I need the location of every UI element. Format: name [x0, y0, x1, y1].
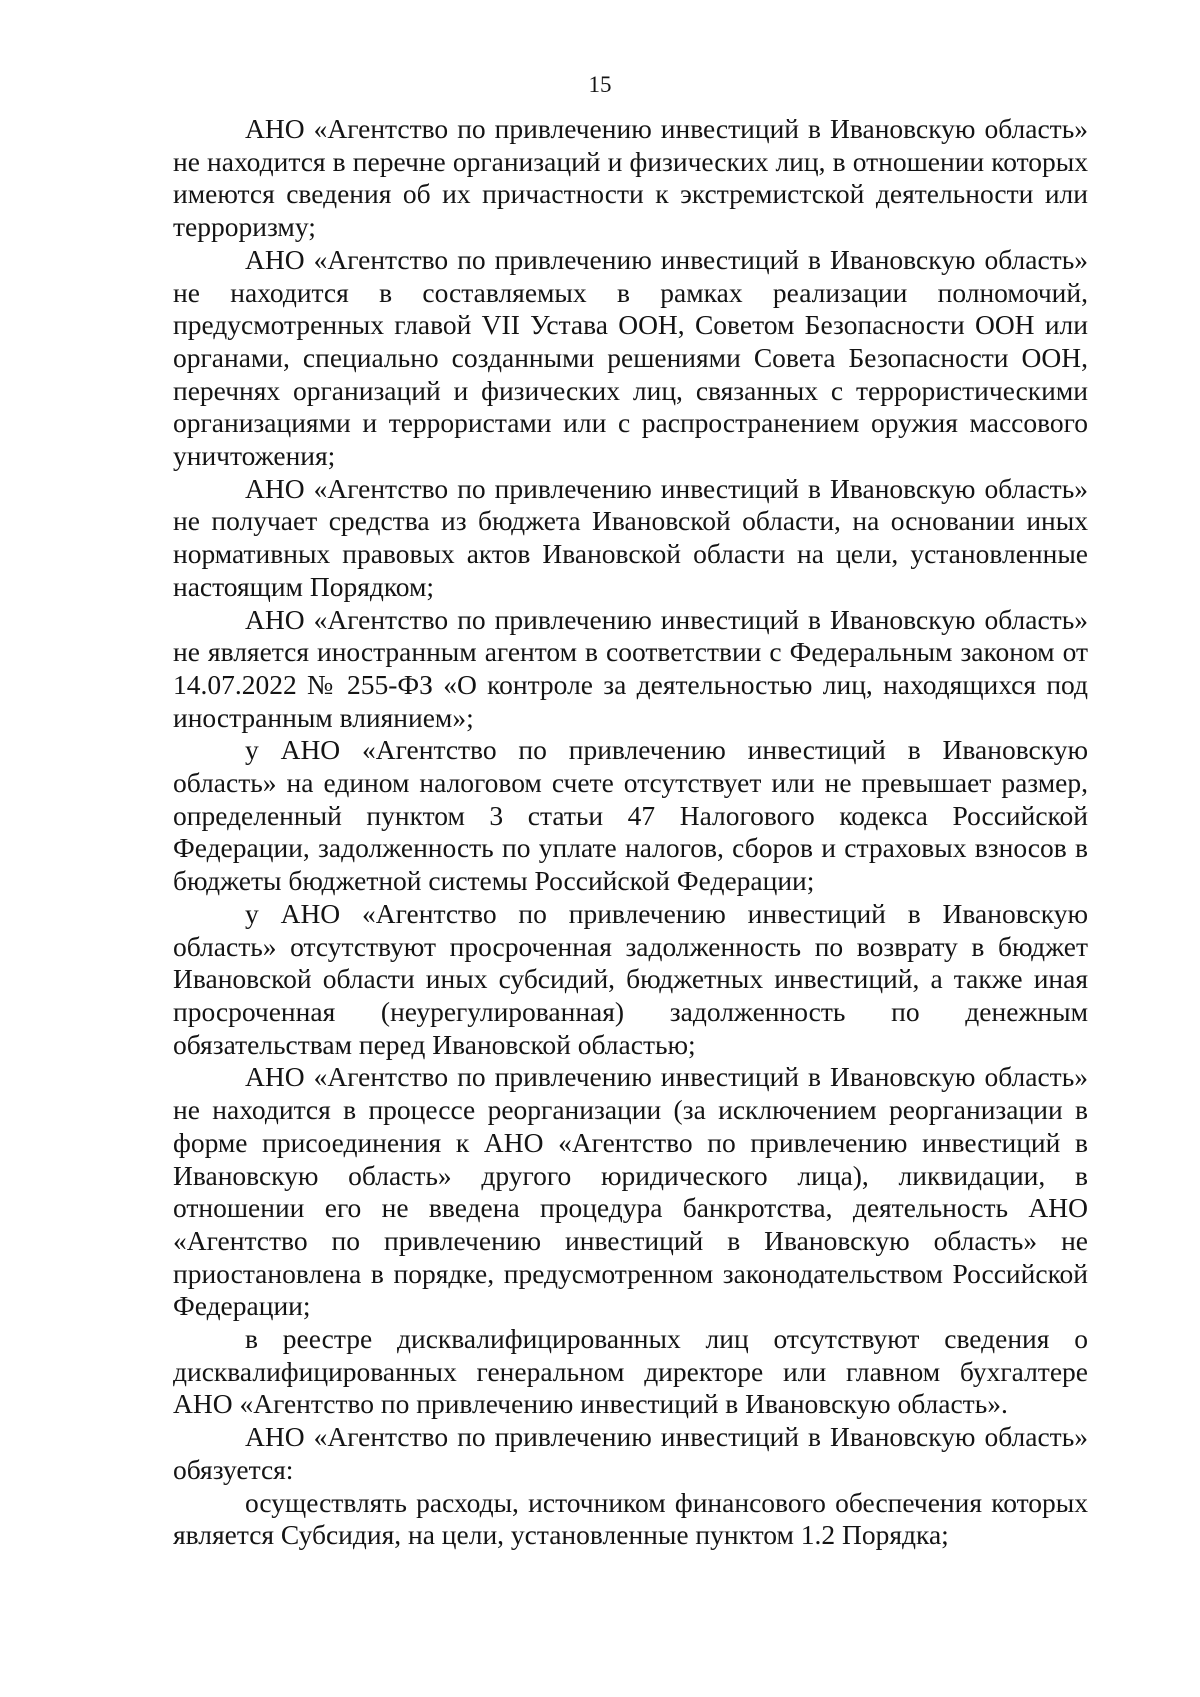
paragraph-expenses: осуществлять расходы, источником финансового обеспечения которых является Субсидия, на цели, установленные пунктом 1.2 Порядка; [173, 1486, 1088, 1551]
paragraph-overdue-debt: у АНО «Агентство по привлечению инвестиций в Ивановскую область» отсутствуют просроченная задолженность по возврату в бюджет Ивановской области иных субсидий, бюджетных инвестиций, а также иная просроченная (неурегулированная) задолженность по денежным обязательствам перед Ивановской областью; [173, 897, 1088, 1060]
document-body [173, 113, 1088, 1552]
paragraph-foreign-agent: АНО «Агентство по привлечению инвестиций в Ивановскую область» не является иностранным агентом в соответствии с Федеральным законом от 14.07.2022 № 255-ФЗ «О контроле за деятельностью лиц, находящихся под иностранным влиянием»; [173, 603, 1088, 733]
paragraph-obligations: АНО «Агентство по привлечению инвестиций в Ивановскую область» обязуется: [173, 1421, 1088, 1485]
paragraph-tax-debt: у АНО «Агентство по привлечению инвестиций в Ивановскую область» на едином налоговом счете отсутствует или не превышает размер, определенный пунктом 3 статьи 47 Налогового кодекса Российской Федерации, задолженность по уплате налогов, сборов и страховых взносов в бюджеты бюджетной системы Российской Федерации; [173, 734, 1088, 897]
paragraph-budget-funds: АНО «Агентство по привлечению инвестиций в Ивановскую область» не получает средства из бюджета Ивановской области, на основании иных нормативных правовых актов Ивановской области на цели, установленные настоящим Порядком; [173, 472, 1088, 602]
paragraph-un-sanctions: АНО «Агентство по привлечению инвестиций в Ивановскую область» не находится в составляемых в рамках реализации полномочий, предусмотренных главой VII Устава ООН, Советом Безопасности ООН или органами, специально созданными решениями Совета Безопасности ООН, перечнях организаций и физических лиц, связанных с террористическими организациями и террористами или с распространением оружия массового уничтожения; [173, 243, 1088, 472]
paragraph-disqualified-persons: в реестре дисквалифицированных лиц отсутствуют сведения о дисквалифицированных генеральном директоре или главном бухгалтере АНО «Агентство по привлечению инвестиций в Ивановскую область». [173, 1323, 1088, 1420]
paragraph-extremism: АНО «Агентство по привлечению инвестиций в Ивановскую область» не находится в перечне организаций и физических лиц, в отношении которых имеются сведения об их причастности к экстремистской деятельности или терроризму; [173, 113, 1088, 243]
page-number: 15 [588, 72, 612, 97]
paragraph-reorganization: АНО «Агентство по привлечению инвестиций в Ивановскую область» не находится в процессе реорганизации (за исключением реорганизации в форме присоединения к АНО «Агентство по привлечению инвестиций в Ивановскую область» другого юридического лица), ликвидации, в отношении его не введена процедура банкротства, деятельность АНО «Агентство по привлечению инвестиций в Ивановскую область» не приостановлена в порядке, предусмотренном законодательством Российской Федерации; [173, 1061, 1088, 1322]
